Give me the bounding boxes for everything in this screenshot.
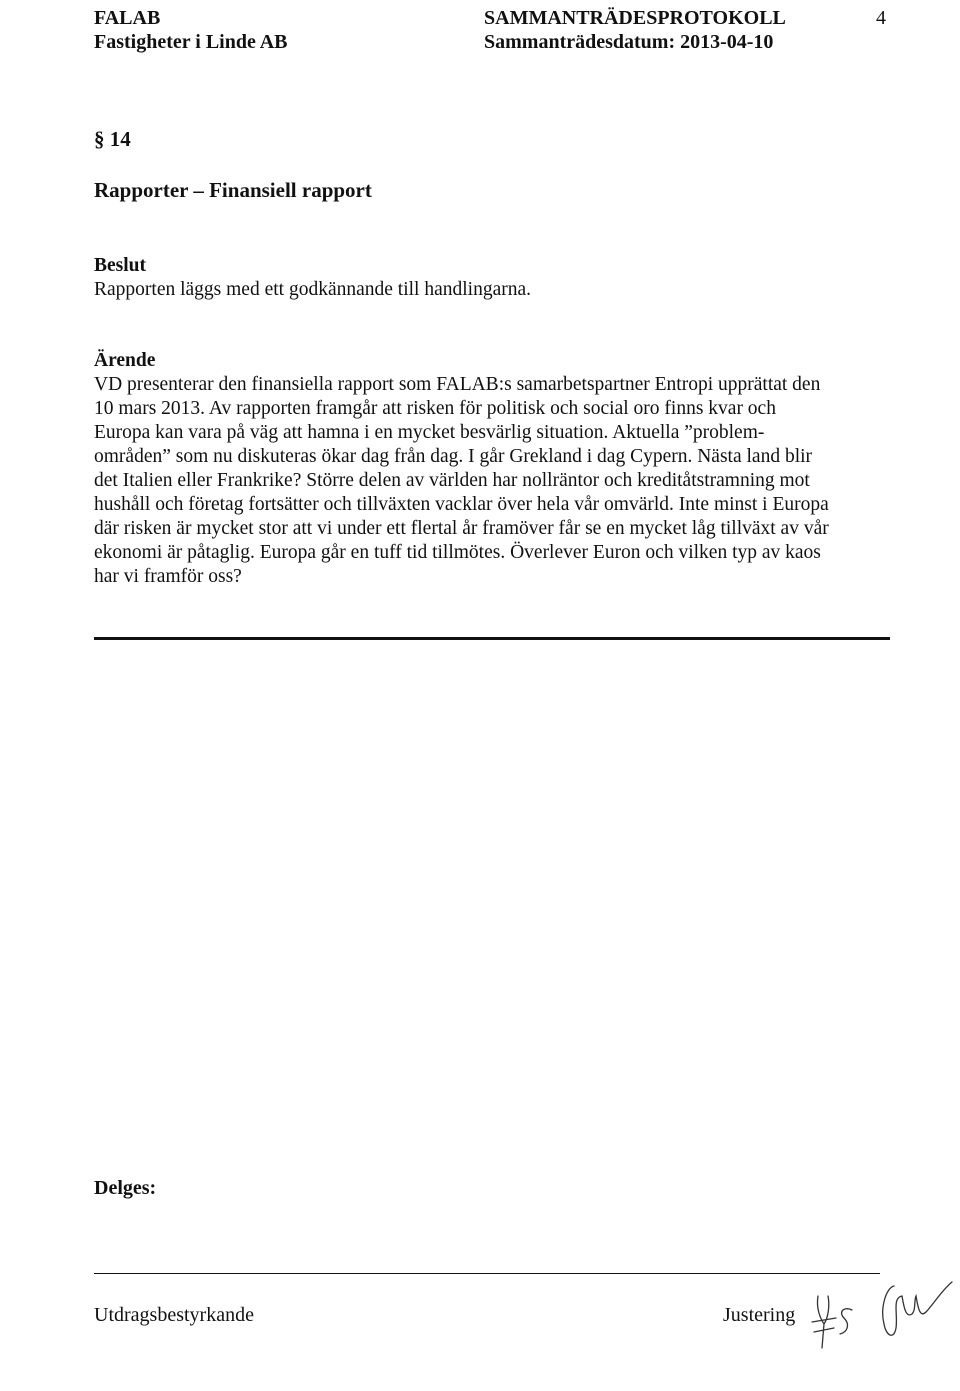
matter-line: Europa kan vara på väg att hamna i en mycket besvärlig situation. Aktuella ”problem- (94, 422, 765, 443)
org-full-name: Fastigheter i Linde AB (94, 31, 288, 53)
signature-initials-2 (872, 1278, 956, 1348)
footer-divider (94, 1273, 880, 1274)
matter-line: har vi framför oss? (94, 566, 242, 587)
section-divider (94, 637, 890, 640)
org-short-name: FALAB (94, 7, 161, 29)
distribution-label: Delges: (94, 1177, 157, 1199)
matter-heading: Ärende (94, 350, 156, 371)
matter-line: det Italien eller Frankrike? Större delen av världen har nollräntor och kreditåtstramning mot (94, 470, 810, 491)
signature-initials-1 (808, 1288, 860, 1350)
matter-line: där risken är mycket stor att vi under ett flertal år framöver får se en mycket låg tillväxt av vår (94, 518, 829, 539)
matter-line: ekonomi är påtaglig. Europa går en tuff tid tillmötes. Överlever Euron och vilken typ av kaos (94, 542, 821, 563)
matter-block (94, 349, 829, 589)
adjustment-label: Justering (723, 1304, 796, 1326)
meeting-date: Sammanträdesdatum: 2013-04-10 (484, 31, 774, 53)
document-type: SAMMANTRÄDESPROTOKOLL (484, 7, 786, 29)
decision-text: Rapporten läggs med ett godkännande till handlingarna. (94, 279, 532, 300)
matter-line: hushåll och företag fortsätter och tillväxten vacklar över hela vår omvärld. Inte minst i Europa (94, 494, 829, 515)
matter-line: 10 mars 2013. Av rapporten framgår att risken för politisk och social oro finns kvar och (94, 398, 776, 419)
decision-block (94, 254, 531, 302)
decision-heading: Beslut (94, 255, 147, 276)
section-paragraph: § 14 (94, 127, 131, 151)
section-title: Rapporter – Finansiell rapport (94, 178, 372, 202)
matter-line: VD presenterar den finansiella rapport som FALAB:s samarbetspartner Entropi upprättat den (94, 374, 821, 395)
matter-line: områden” som nu diskuteras ökar dag från dag. I går Grekland i dag Cypern. Nästa land blir (94, 446, 813, 467)
certified-label: Utdragsbestyrkande (94, 1304, 254, 1326)
page-number: 4 (876, 7, 886, 29)
